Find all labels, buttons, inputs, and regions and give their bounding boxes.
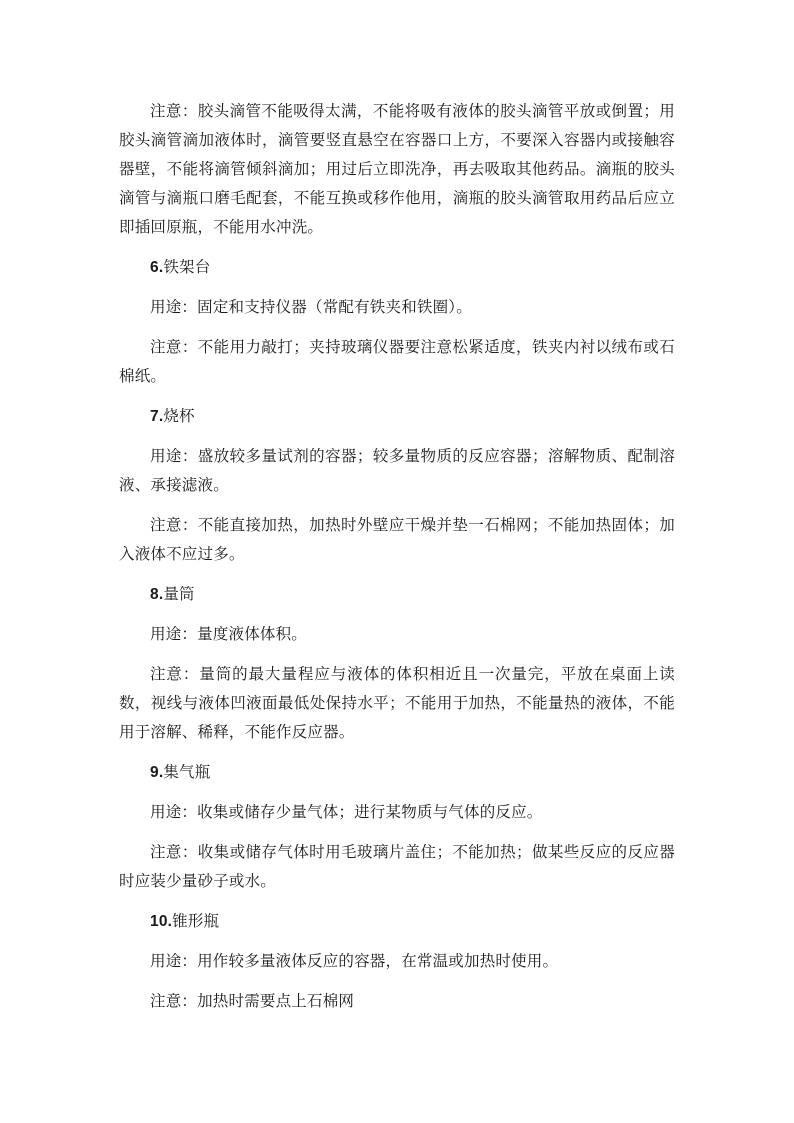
section-number: 6.	[150, 259, 164, 276]
section-beaker	[119, 402, 675, 569]
section-iron-stand	[119, 253, 675, 391]
section-heading	[119, 758, 675, 787]
section-conical-flask	[119, 907, 675, 1016]
section-usage: 用途：用作较多量液体反应的容器，在常温或加热时使用。	[150, 952, 559, 970]
section-number: 7.	[150, 408, 164, 425]
section-gas-jar	[119, 758, 675, 896]
section-title: 量筒	[163, 585, 195, 603]
section-title: 铁架台	[163, 258, 211, 276]
section-title: 集气瓶	[163, 763, 211, 781]
section-note: 注意：不能用力敲打；夹持玻璃仪器要注意松紧适度，铁夹内衬以绒布或石棉纸。	[119, 338, 675, 385]
section-note: 注意：收集或储存气体时用毛玻璃片盖住；不能加热；做某些反应的反应器时应装少量砂子或水。	[119, 843, 675, 890]
section-note: 注意：加热时需要点上石棉网	[150, 992, 355, 1010]
section-number: 8.	[150, 586, 164, 603]
dropper-note: 注意：胶头滴管不能吸得太满，不能将吸有液体的胶头滴管平放或倒置；用胶头滴管滴加液体时，滴管要竖直悬空在容器口上方，不要深入容器内或接触容器壁，不能将滴管倾斜滴加；用过后立即洗净，再去吸取其他药品。滴瓶的胶头滴管与滴瓶口磨毛配套，不能互换或移作他用，滴瓶的胶头滴管取用药品后应立即插回原瓶，不能用水冲洗。	[119, 102, 675, 236]
section-number: 9.	[150, 764, 164, 781]
section-title: 锥形瓶	[172, 912, 220, 930]
document-page	[119, 97, 675, 1027]
section-note: 注意：量筒的最大量程应与液体的体积相近且一次量完，平放在桌面上读数，视线与液体凹液面最低处保持水平；不能用于加热，不能量热的液体，不能用于溶解、稀释，不能作反应器。	[119, 665, 675, 741]
section-usage: 用途：量度液体体积。	[150, 625, 308, 643]
section-usage: 用途：盛放较多量试剂的容器；较多量物质的反应容器；溶解物质、配制溶液、承接滤液。	[119, 447, 675, 494]
section-heading	[119, 580, 675, 609]
section-heading	[119, 253, 675, 282]
section-number: 10.	[150, 913, 173, 930]
section-note: 注意：不能直接加热，加热时外壁应干燥并垫一石棉网；不能加热固体；加入液体不应过多。	[119, 516, 675, 563]
section-graduated-cylinder	[119, 580, 675, 747]
section-heading	[119, 907, 675, 936]
section-usage: 用途：收集或储存少量气体；进行某物质与气体的反应。	[150, 803, 543, 821]
section-title: 烧杯	[163, 407, 195, 425]
section-usage: 用途：固定和支持仪器（常配有铁夹和铁圈）。	[150, 298, 472, 316]
section-heading	[119, 402, 675, 431]
